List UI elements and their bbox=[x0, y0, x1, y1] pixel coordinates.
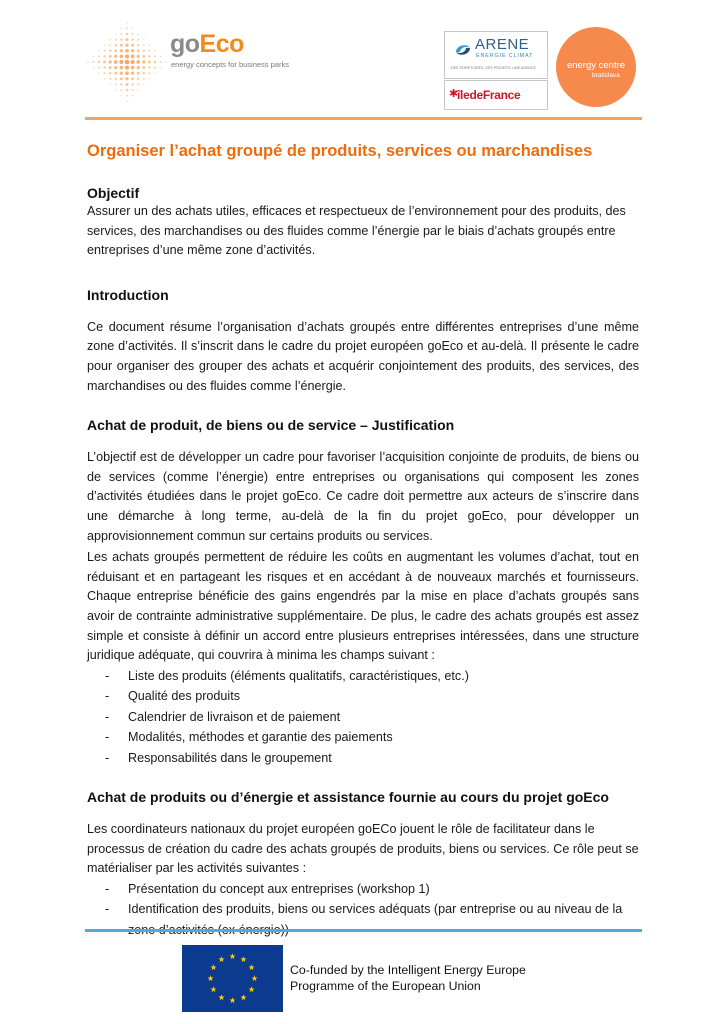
footer-divider bbox=[85, 929, 642, 932]
arene-name: ARENE bbox=[475, 36, 530, 53]
cofunded-line-2: Programme of the European Union bbox=[290, 979, 481, 993]
energy-centre-city: bratislava bbox=[592, 72, 620, 79]
list-item: - Identification des produits, biens ou services adéquats (par entreprise ou au niveau de la bbox=[105, 902, 623, 917]
document-title: Organiser l’achat groupé de produits, services ou marchandises bbox=[87, 142, 593, 160]
list-item: - Modalités, méthodes et garantie des paiements bbox=[105, 730, 393, 745]
heading-objectif: Objectif bbox=[87, 185, 140, 201]
list-item: - Calendrier de livraison et de paiement bbox=[105, 709, 341, 724]
heading-justification: Achat de produit, de biens ou de service – Justification bbox=[87, 417, 455, 434]
goeco-tagline: energy concepts for business parks bbox=[171, 60, 289, 69]
page-header bbox=[0, 0, 725, 122]
arene-subtitle: ENERGIE CLIMAT bbox=[476, 53, 534, 59]
goeco-logo-wordmark: goEco bbox=[170, 30, 244, 58]
list-item: - Présentation du concept aux entreprises (workshop 1) bbox=[105, 881, 430, 896]
champs-list bbox=[87, 666, 639, 769]
arene-logo bbox=[444, 31, 548, 79]
introduction-text: Ce document résume l’organisation d’achats groupés entre différentes entreprises d’une même zone d’activités. Il s’inscrit dans le cadre du projet européen goEco et au-delà. Il présente le cadre pour organiser des grouper des achats et acquérir conjointement des produits, des services, des marchandises ou des fluides comme l’énergie. bbox=[87, 319, 639, 393]
justification-paragraph-1: L’objectif est de développer un cadre pour favoriser l’acquisition conjointe de produits, de biens ou de services (comme l’énergie) entre entreprises ou organisations qui composent les zones d’activités étudiées dans le projet goEco. Ce cadre doit permettre aux acteurs de s’inscrire dans une démarche à long terme, au-delà de la fin du projet goEco, pour développer un approvisionnement commun sur certains produits ou services. bbox=[87, 450, 639, 543]
arene-baseline: DES TERRITOIRES, DES PROJETS, UNE AGENCE bbox=[451, 66, 536, 70]
list-item: - Responsabilités dans le groupement bbox=[105, 750, 332, 765]
arene-swirl-icon bbox=[453, 40, 473, 60]
heading-introduction: Introduction bbox=[87, 286, 169, 303]
energy-centre-name: energy centre bbox=[566, 60, 626, 71]
list-item: - Qualité des produits bbox=[105, 689, 241, 704]
assistance-paragraph: Les coordinateurs nationaux du projet européen goECo jouent le rôle de facilitateur dans le processus de création du cadre des achats groupés de produits, biens ou services. Ce rôle peut se matérialiser par les activités suivantes : bbox=[87, 822, 639, 876]
page-footer bbox=[0, 935, 725, 1024]
objectif-text: Assurer un des achats utiles, efficaces et respectueux de l’environnement pour des produits, des services, des marchandises ou des fluides comme l’énergie par le biais d’achats groupés entre entreprises d’une même zone d’activités. bbox=[87, 204, 626, 258]
header-divider bbox=[85, 117, 642, 120]
document-body bbox=[87, 140, 639, 940]
list-item: - Liste des produits (éléments qualitatifs, caractéristiques, etc.) bbox=[105, 668, 469, 683]
cofunded-line-1: Co-funded by the Intelligent Energy Europe bbox=[290, 963, 526, 977]
justification-paragraph-2: Les achats groupés permettent de réduire les coûts en augmentant les volumes d’achat, tout en réduisant et en partageant les risques et en accédant à de nouveaux marchés et fournisseurs. Chaque entreprise bénéficie des gains engendrés par la mise en place d’achats groupés sans avoir de contrainte administrative supplémentaire. De plus, le cadre des achats groupés est assez simple et consiste à définir un accord entre plusieurs entreprises intéressées, dans une structure juridique adéquate, qui couvrira à minima les champs suivant : bbox=[87, 550, 639, 663]
eu-flag-icon bbox=[182, 945, 283, 1012]
idf-star-icon: ✱ bbox=[449, 88, 459, 100]
idf-wordmark: îledeFrance bbox=[457, 88, 521, 102]
energy-centre-logo bbox=[556, 27, 636, 107]
goeco-dots-logo-icon bbox=[82, 17, 172, 107]
heading-assistance: Achat de produits ou d’énergie et assistance fournie au cours du projet goEco bbox=[87, 789, 609, 806]
ile-de-france-logo bbox=[444, 80, 548, 110]
